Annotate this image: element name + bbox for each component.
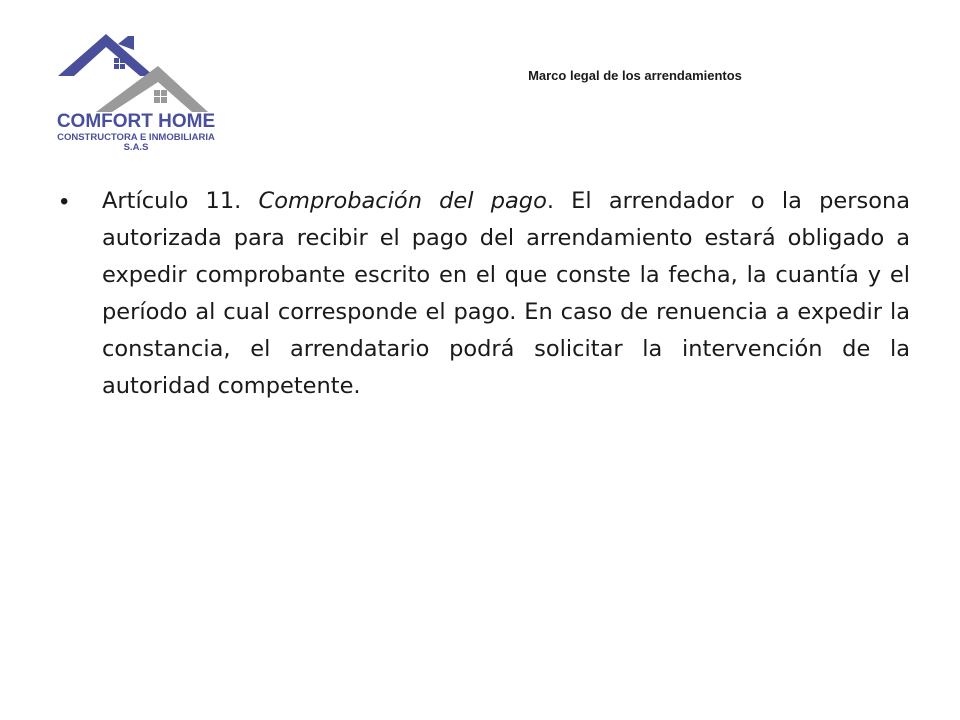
slide-header-title: Marco legal de los arrendamientos <box>528 68 742 83</box>
logo-company-name: COMFORT HOME <box>56 111 216 132</box>
article-paragraph <box>102 183 910 405</box>
article-label: Artículo 11. <box>102 188 242 214</box>
company-logo <box>48 28 224 160</box>
bullet-item <box>60 183 910 405</box>
bullet-dot: • <box>60 188 69 215</box>
article-heading: Comprobación del pago <box>258 188 547 214</box>
slide-content <box>60 183 910 405</box>
logo-company-suffix: S.A.S <box>123 142 149 153</box>
house-roofs-icon <box>48 28 224 118</box>
article-text: . El arrendador o la persona autorizada para recibir el pago del arrendamiento estará obligado a expedir comprobante escrito en el que conste la fecha, la cuantía y el período al cual corresponde el pago. En caso de renuencia a expedir la constancia, el arrendatario podrá solicitar la intervención de la autoridad competente. <box>102 188 911 399</box>
logo-company-subtitle: CONSTRUCTORA E INMOBILIARIA <box>57 132 215 143</box>
